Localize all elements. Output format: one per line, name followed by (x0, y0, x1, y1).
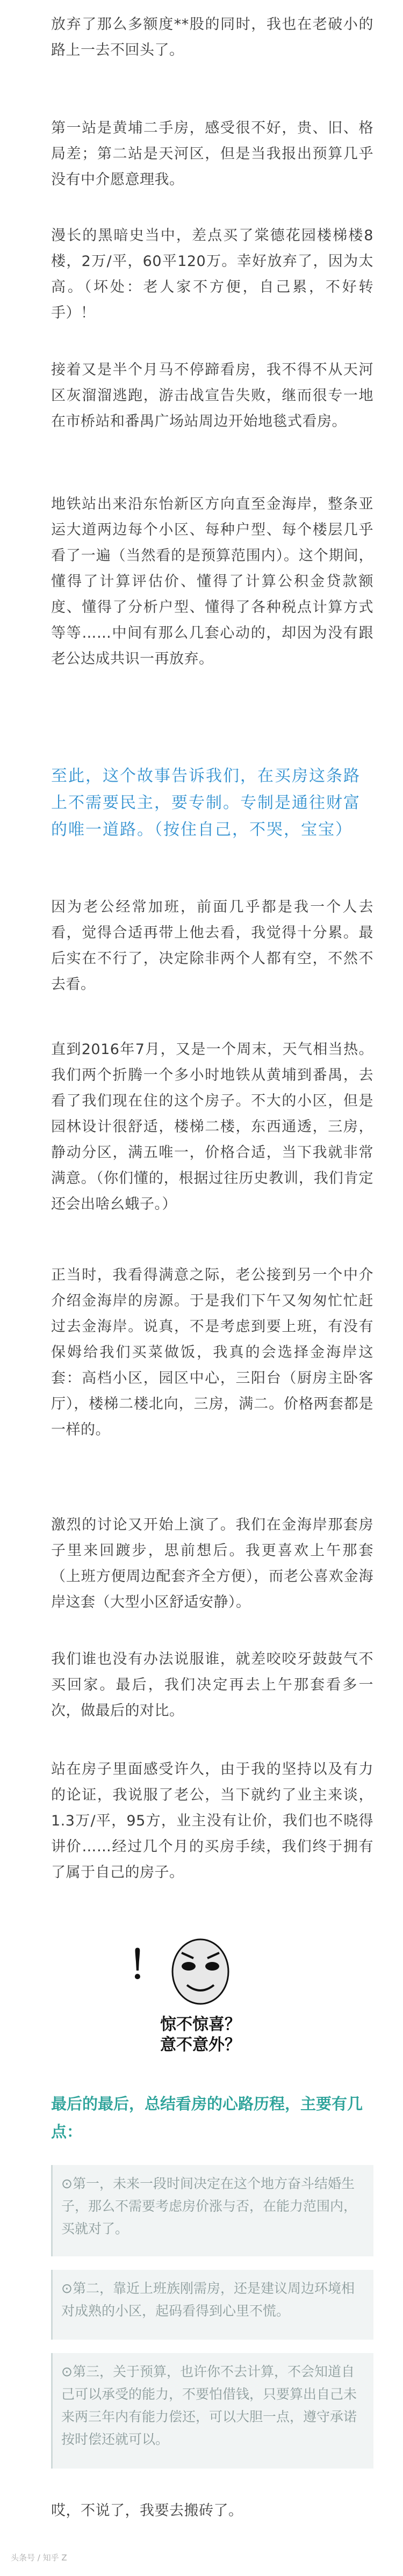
paragraph-9: 激烈的讨论又开始上演了。我们在金海岸那套房子里来回踱步，思前想后。我更喜欢上午那套（上班方便周边配套齐全方便），而老公喜欢金海岸这套（大型小区舒适安静）。 (51, 1517, 373, 1611)
paragraph-4: 接着又是半个月马不停蹄看房，我不得不从天河区灰溜溜逃跑，游击战宣告失败，继而很专一地在市桥站和番禺广场站周边开始地毯式看房。 (51, 362, 373, 430)
paragraph-5: 地铁站出来沿东怡新区方向直至金海岸，整条亚运大道两边每个小区、每种户型、每个楼层几乎看了一遍（当然看的是预算范围内）。这个期间，懂得了计算评估价、懂得了计算公积金贷款额度、懂得了分析户型、懂得了各种税点计算方式等等……中间有那么几套心动的，却因为没有跟老公达成共识一再放弃。 (51, 496, 373, 667)
paragraph-6: 因为老公经常加班，前面几乎都是我一个人去看，觉得合适再带上他去看，我觉得十分累。最后实在不行了，决定除非两个人都有空，不然不去看。 (51, 899, 373, 993)
paragraph-10: 我们谁也没有办法说服谁，就差咬咬牙鼓鼓气不买回家。最后，我们决定再去上午那套看多一次，做最后的对比。 (51, 1651, 373, 1719)
meme-line-1: 惊不惊喜？ (160, 2015, 241, 2034)
paragraph-8: 正当时，我看得满意之际，老公接到另一个中介介绍金海岸的房源。于是我们下午又匆匆忙忙赶过去金海岸。说真，不是考虑到要上班，有没有保姆给我们买菜做饭，我真的会选择金海岸这套：高档小区，园区中心，三阳台（厨房主卧客厅），楼梯二楼北向，三房，满二。价格两套都是一样的。 (51, 1267, 373, 1438)
tip-box-1 (51, 2165, 373, 2256)
tip-box-3 (51, 2353, 373, 2469)
paragraph-2: 第一站是黄埔二手房，感受很不好，贵、旧、格局差；第二站是天河区，但是当我报出预算几乎没有中介愿意理我。 (51, 120, 373, 188)
tip-2: ⊙第二，靠近上班族刚需房，还是建议周边环境相对成熟的小区，起码看得到心里不慌。 (61, 2281, 355, 2319)
summary-heading: 最后的最后，总结看房的心路历程，主要有几点： (51, 2095, 363, 2141)
watermark: 头条号 / 知乎 Z (11, 2553, 67, 2563)
meme-image (128, 1929, 268, 2063)
handwritten-note: 至此，这个故事告诉我们，在买房这条路上不需要民主，要专制。专制是通往财富的唯一道路。（按住自己，不哭，宝宝） (51, 767, 361, 839)
tip-1: ⊙第一，未来一段时间决定在这个地方奋斗结婚生子，那么不需要考虑房价涨与否，在能力范围内，买就对了。 (61, 2176, 357, 2236)
paragraph-7: 直到2016年7月，又是一个周末，天气相当热。我们两个折腾一个多小时地铁从黄埔到番禺，去看了我们现在住的这个房子。不大的小区，但是园林设计很舒适，楼梯二楼，东西通透，三房，静动分区，满五唯一，价格合适，当下我就非常满意。（你们懂的，根据过往历史教训，我们肯定还会出啥幺蛾子。） (51, 1041, 373, 1213)
closing-line: 哎，不说了，我要去搬砖了。 (51, 2502, 243, 2519)
paragraph-3: 漫长的黑暗史当中，差点买了棠德花园楼梯楼8楼，2万/平，60平120万。幸好放弃了，因为太高。（坏处：老人家不方便，自己累，不好转手）！ (51, 227, 373, 321)
paragraph-11: 站在房子里面感受许久，由于我的坚持以及有力的论证，我说服了老公，当下就约了业主来谈，1.3万/平，95方，业主没有让价，我们也不晓得讲价……经过几个月的买房手续，我们终于拥有了属于自己的房子。 (51, 1761, 373, 1881)
tip-box-2 (51, 2270, 373, 2340)
meme-exclaim: ！ (128, 1943, 167, 1988)
meme-line-2: 意不意外？ (160, 2036, 241, 2054)
paragraph-1: 放弃了那么多额度**股的同时，我也在老破小的路上一去不回头了。 (51, 16, 373, 59)
tip-3: ⊙第三，关于预算，也许你不去计算，不会知道自己可以承受的能力，不要怕借钱，只要算出自己未来两三年内有能力偿还，可以大胆一点，遵守承诺按时偿还就可以。 (61, 2364, 357, 2447)
